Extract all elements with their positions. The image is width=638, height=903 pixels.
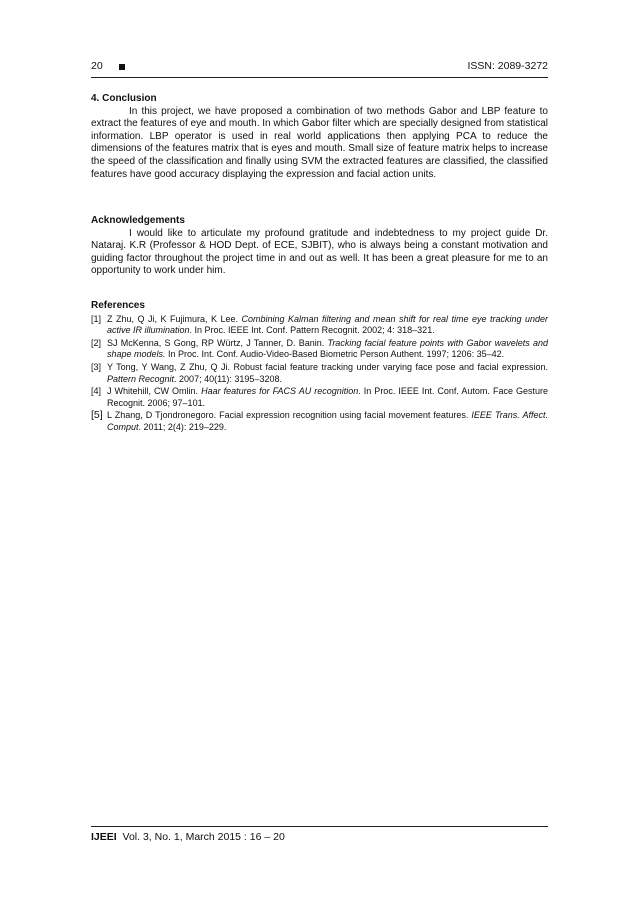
page-header	[91, 60, 548, 78]
issn-label: ISSN: 2089-3272	[467, 60, 548, 72]
reference-item	[91, 314, 548, 337]
acknowledgements-title: Acknowledgements	[91, 215, 185, 226]
reference-source: . In Proc. IEEE Int. Conf. Autom. Face Gesture Recognit. 2006; 97–101.	[107, 386, 548, 408]
reference-source: . 2011; 2(4): 219–229.	[138, 421, 227, 432]
square-bullet-icon	[119, 64, 125, 70]
reference-title: Haar features for FACS AU recognition	[201, 386, 359, 397]
reference-item	[91, 386, 548, 409]
reference-source: . In Proc. IEEE Int. Conf. Pattern Recognit. 2002; 4: 318–321.	[189, 325, 435, 336]
reference-number: [5]	[91, 409, 103, 422]
page-number: 20	[91, 60, 103, 72]
reference-authors: Y Tong, Y Wang, Z Zhu, Q Ji. Robust facial feature tracking under varying face pose and facial expression.	[107, 361, 548, 372]
reference-title: IEEE Trans. Affect. Comput	[107, 410, 548, 432]
reference-source: In Proc. Int. Conf. Audio-Video-Based Biometric Person Authent. 1997; 1206: 35–42.	[165, 349, 505, 360]
reference-number: [1]	[91, 313, 102, 324]
journal-details: Vol. 3, No. 1, March 2015 : 16 – 20	[122, 831, 285, 843]
acknowledgements-section	[91, 215, 548, 278]
reference-number: [2]	[91, 337, 102, 348]
conclusion-paragraph: In this project, we have proposed a combination of two methods Gabor and LBP feature to extract the features of eye and mouth. In which Gabor filter which are specially designed from statistical information. LBP operator is used in real world applications then applying PCA to reduce the dimensions of the features matrix that is eyes and mouth. Small size of feature matrix helps to increase the speed of the classification and finally using SVM the extracted features are classified, the classified features have good accuracy displaying the expression and facial action units.	[91, 105, 548, 180]
reference-item	[91, 362, 548, 385]
reference-list	[91, 314, 548, 434]
reference-title: Combining Kalman filtering and mean shift for real time eye tracking under active IR illumination	[107, 313, 548, 336]
reference-number: [4]	[91, 386, 102, 397]
reference-item	[91, 410, 548, 433]
journal-name: IJEEI	[91, 831, 117, 843]
reference-authors: SJ McKenna, S Gong, RP Würtz, J Tanner, D. Banin.	[107, 337, 328, 348]
reference-source: . 2007; 40(11): 3195–3208.	[174, 373, 282, 384]
reference-authors: Z Zhu, Q Ji, K Fujimura, K Lee.	[107, 313, 242, 324]
reference-authors: J Whitehill, CW Omlin.	[107, 386, 202, 397]
reference-authors: L Zhang, D Tjondronegoro. Facial expression recognition using facial movement features.	[107, 410, 472, 421]
references-section	[91, 300, 548, 435]
reference-title: Pattern Recognit	[107, 373, 175, 384]
conclusion-section	[91, 93, 548, 181]
reference-item	[91, 338, 548, 361]
reference-title: Tracking facial feature points with Gabor wavelets and shape models.	[107, 337, 548, 360]
acknowledgements-paragraph: I would like to articulate my profound gratitude and indebtedness to my project guide Dr. Nataraj. K.R (Professor & HOD Dept. of ECE, SJBIT), who is always being a constant motivation and guiding factor throughout the project time in and out as well. It has been a great pleasure for me to an opportunity to work under him.	[91, 227, 548, 277]
conclusion-title: 4. Conclusion	[91, 93, 157, 104]
reference-number: [3]	[91, 361, 102, 372]
page-footer	[91, 826, 548, 843]
references-title: References	[91, 300, 145, 311]
